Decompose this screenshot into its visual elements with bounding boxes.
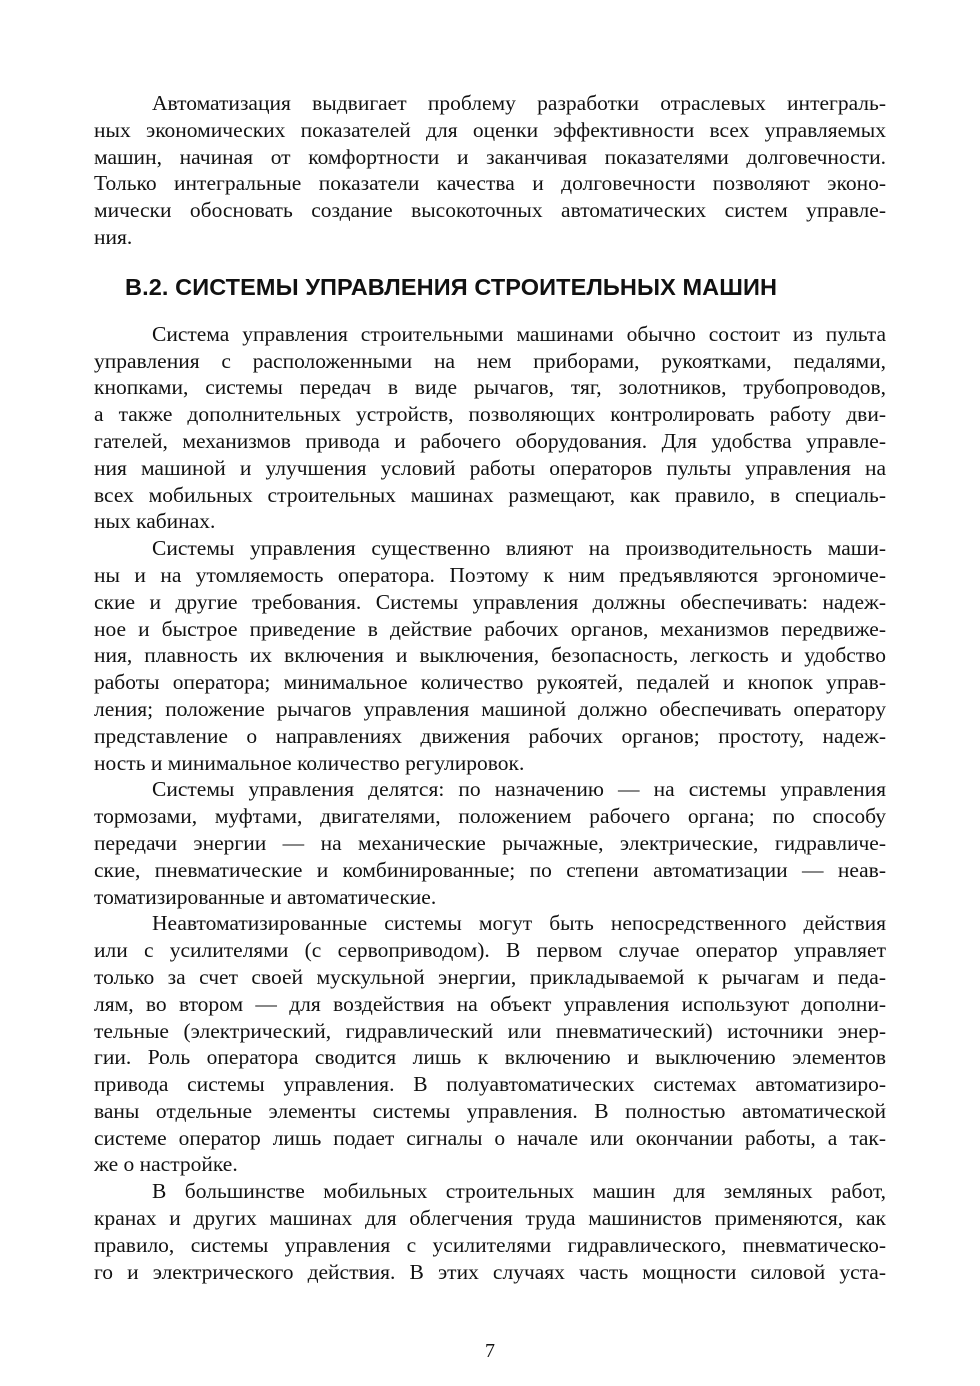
paragraph-4: [94, 910, 886, 1178]
text-line: лям, во втором — для воздействия на объект управления используют дополни-: [94, 991, 886, 1016]
text-line: управления с расположенными на нем приборами, рукоятками, педалями,: [94, 348, 886, 373]
text-line: ские и другие требования. Системы управления должны обеспечивать: надеж-: [94, 589, 886, 614]
text-line: только за счет своей мускульной энергии, прикладываемой к рычагам и педа-: [94, 964, 886, 989]
section-paragraphs: [94, 321, 886, 1286]
heading-spacer: [94, 303, 886, 321]
text-line: представление о направлениях движения рабочих органов; простоту, надеж-: [94, 723, 886, 748]
text-line: гии. Роль оператора сводится лишь к включению и выключению элементов: [94, 1045, 886, 1070]
text-line: передачи энергии — на механические рычажные, электрические, гидравличе-: [94, 830, 886, 855]
text-line: ления; положение рычагов управления машиной должно обеспечивать оператору: [94, 696, 886, 721]
intro-paragraph: [94, 90, 886, 251]
text-line: Автоматизация выдвигает проблему разработки отраслевых интеграль-: [152, 91, 886, 115]
text-line: ния машиной и улучшения условий работы операторов пульты управления на: [94, 455, 886, 480]
page-body: [94, 90, 886, 1285]
text-line: го и электрического действия. В этих случаях часть мощности силовой уста-: [94, 1259, 886, 1284]
text-line: Неавтоматизированные системы могут быть непосредственного действия: [152, 911, 886, 936]
text-line: Только интегральные показатели качества и долговечности позволяют эконо-: [94, 171, 886, 196]
text-line: Система управления строительными машинами обычно состоит из пульта: [152, 321, 886, 346]
paragraph-5: [94, 1178, 886, 1285]
text-line: томатизированные и автоматические.: [94, 884, 437, 909]
text-line: ных экономических показателей для оценки эффективности всех управляемых: [94, 117, 886, 142]
paragraph-3: [94, 776, 886, 910]
text-line: ские, пневматические и комбинированные; по степени автоматизации — неав-: [94, 857, 886, 882]
text-line: ность и минимальное количество регулировок.: [94, 750, 525, 775]
text-line: или с усилителями (с сервоприводом). В первом случае оператор управляет: [94, 938, 886, 963]
text-line: правило, системы управления с усилителями гидравлического, пневматическо-: [94, 1232, 886, 1257]
section-heading: В.2. СИСТЕМЫ УПРАВЛЕНИЯ СТРОИТЕЛЬНЫХ МАШИН: [125, 273, 778, 300]
text-line: машин, начиная от комфортности и заканчивая показателями долговечности.: [94, 144, 886, 169]
paragraph-intro-0: [94, 90, 886, 251]
text-line: ное и быстрое приведение в действие рабочих органов, механизмов передвиже-: [94, 616, 886, 641]
text-line: Системы управления делятся: по назначению — на системы управления: [152, 777, 886, 802]
text-line: В большинстве мобильных строительных машин для земляных работ,: [152, 1179, 886, 1204]
text-line: ния.: [94, 224, 133, 249]
text-line: кнопками, системы передач в виде рычагов, тяг, золотников, трубопроводов,: [94, 375, 886, 400]
paragraph-2: [94, 535, 886, 776]
text-line: ния, плавность их включения и выключения, безопасность, легкость и удобство: [94, 643, 886, 668]
text-line: системе оператор лишь подает сигналы о начале или окончании работы, а так-: [94, 1125, 886, 1150]
text-line: мически обосновать создание высокоточных автоматических систем управле-: [94, 198, 886, 223]
paragraph-1: [94, 321, 886, 535]
text-line: же о настройке.: [94, 1152, 238, 1177]
text-line: ны и на утомляемость оператора. Поэтому к ним предъявляются эргономиче-: [94, 562, 886, 587]
page-number: 7: [485, 1340, 495, 1362]
text-line: кранах и других машинах для облегчения труда машинистов применяются, как: [94, 1206, 886, 1231]
text-line: ных кабинах.: [94, 509, 216, 534]
text-line: привода системы управления. В полуавтоматических системах автоматизиро-: [94, 1072, 886, 1097]
text-line: тормозами, муфтами, двигателями, положением рабочего органа; по способу: [94, 804, 886, 829]
text-line: ваны отдельные элементы системы управления. В полностью автоматической: [94, 1098, 886, 1123]
text-line: работы оператора; минимальное количество рукоятей, педалей и кнопок управ-: [94, 670, 886, 695]
text-line: всех мобильных строительных машинах размещают, как правило, в специаль-: [94, 482, 886, 507]
text-line: Системы управления существенно влияют на производительность маши-: [152, 536, 886, 561]
text-line: а также дополнительных устройств, позволяющих контролировать работу дви-: [94, 402, 886, 427]
text-line: гателей, механизмов привода и рабочего оборудования. Для удобства управле-: [94, 428, 886, 453]
text-line: тельные (электрический, гидравлический или пневматический) источники энер-: [94, 1018, 886, 1043]
